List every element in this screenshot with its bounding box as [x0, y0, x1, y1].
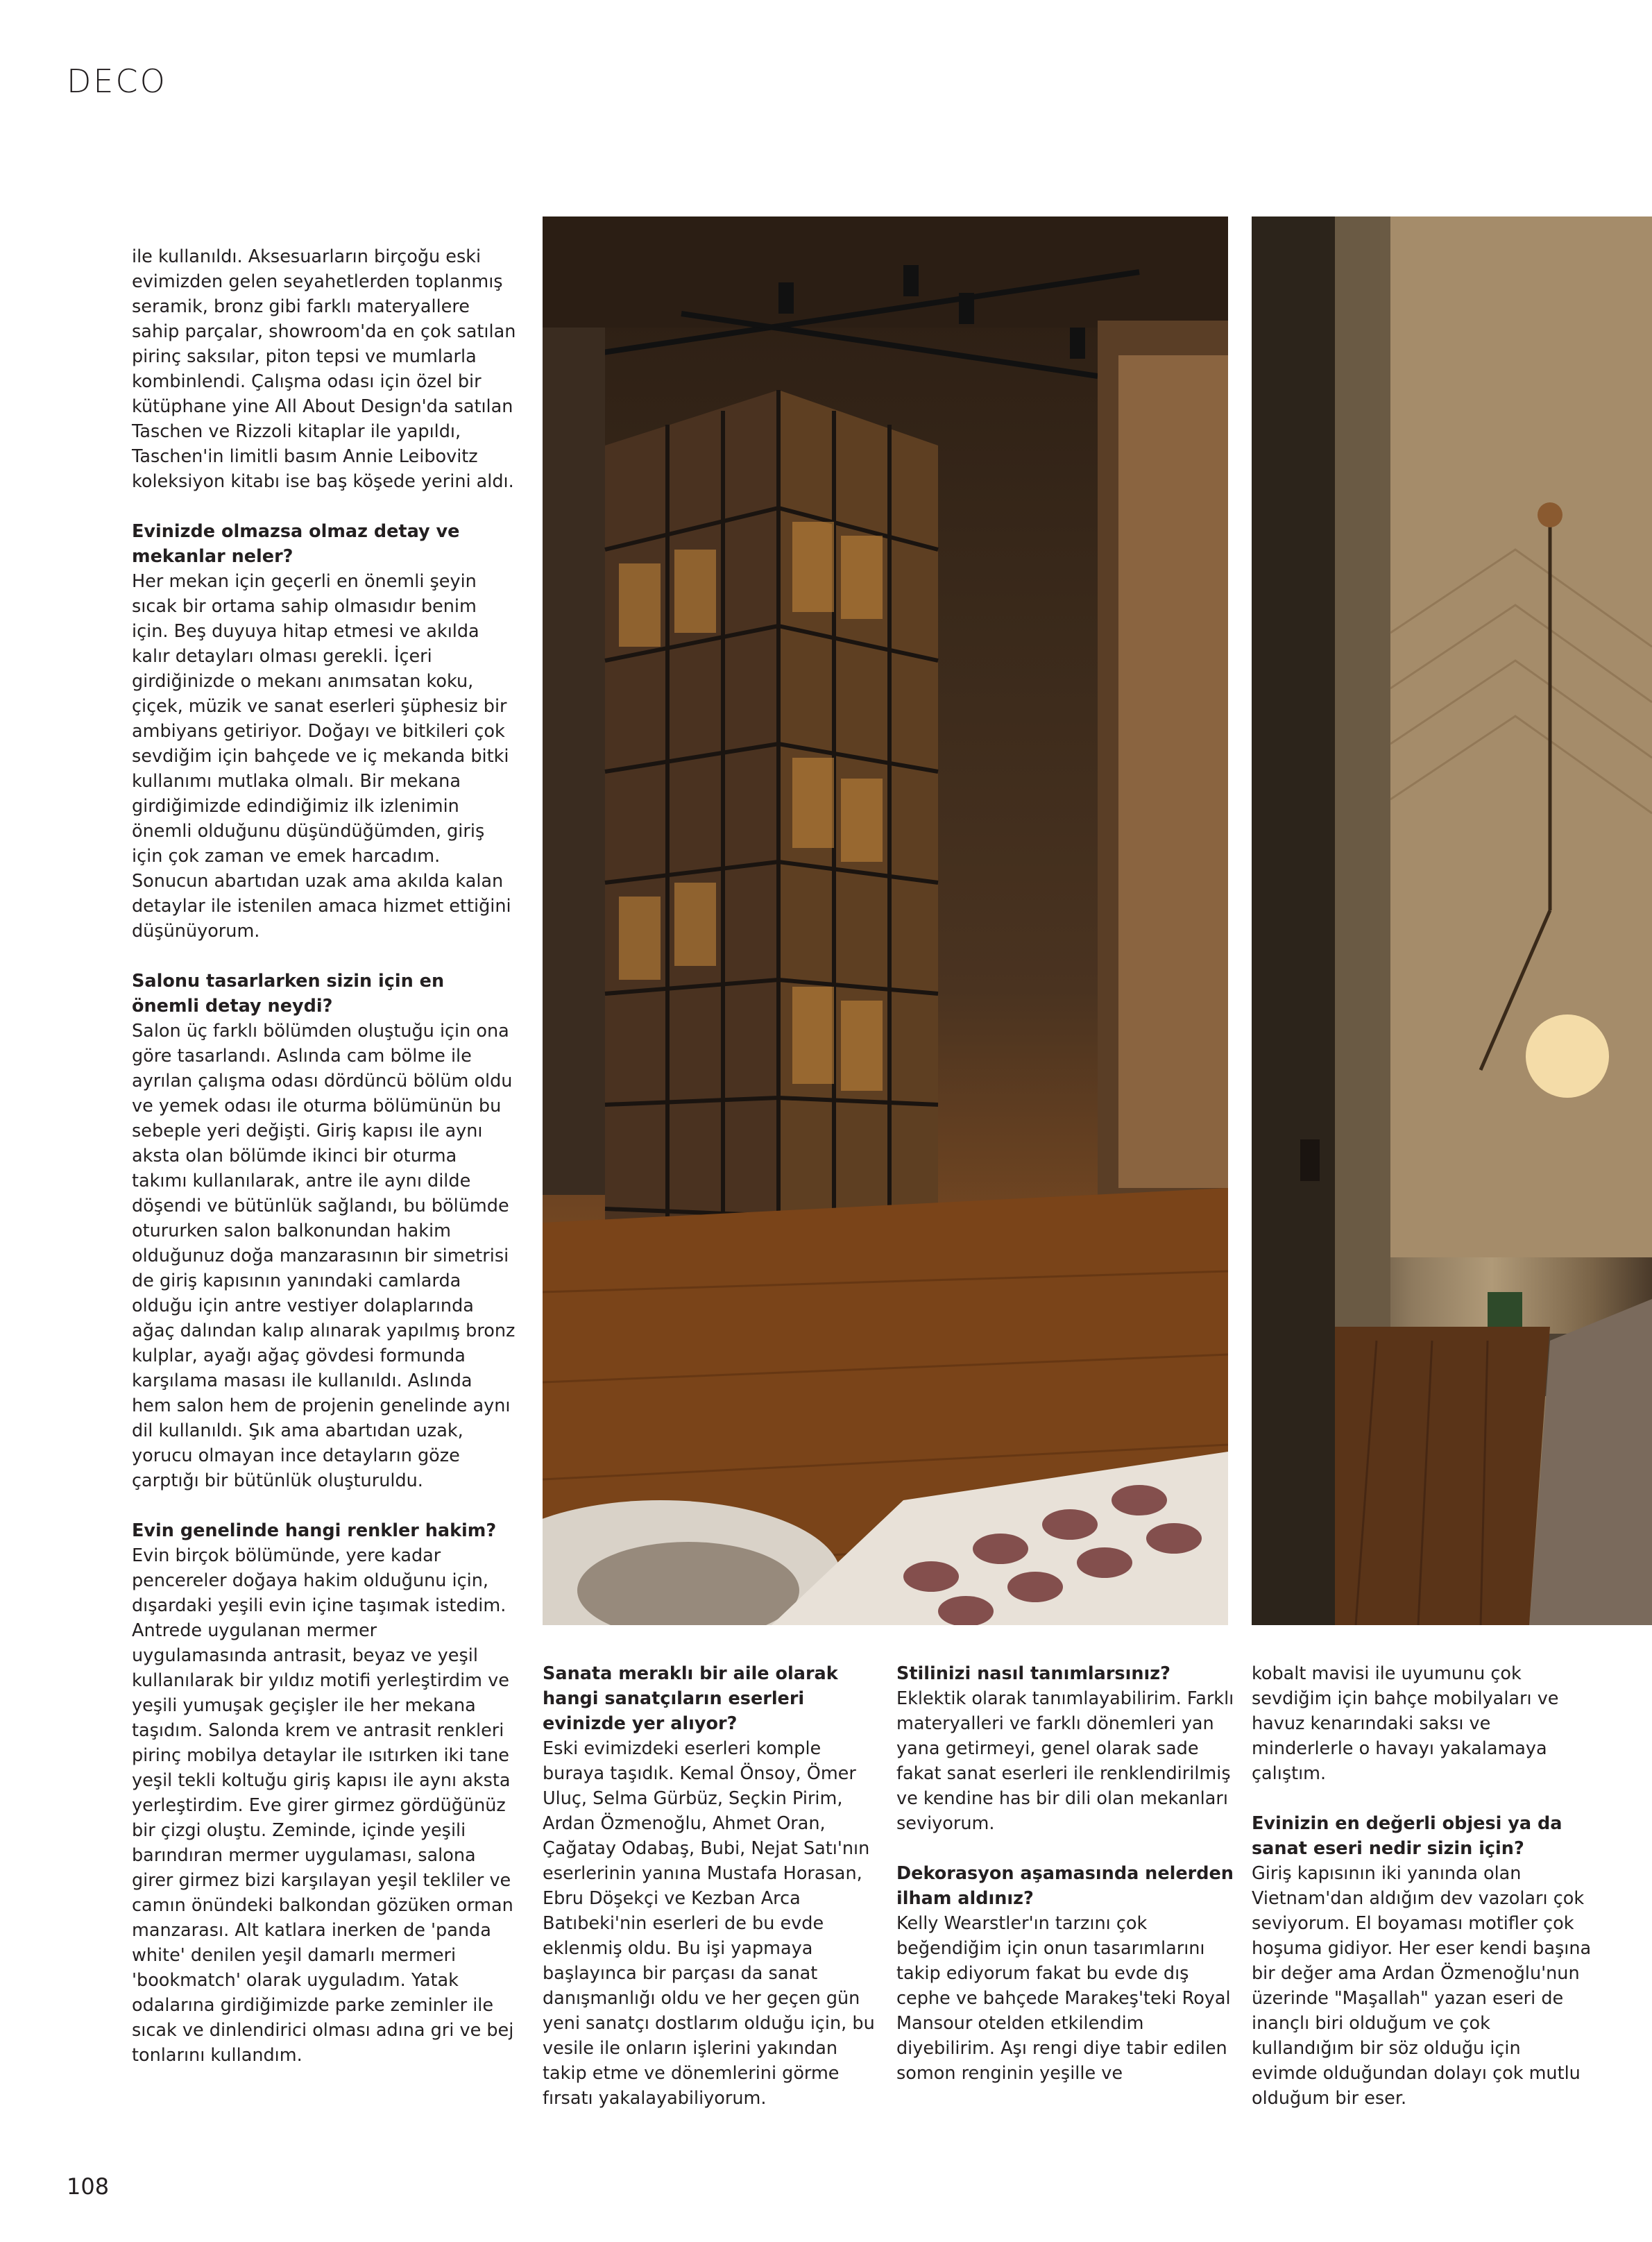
qa-block	[132, 519, 517, 944]
answer-text: Salon üç farklı bölümden oluştuğu için ona göre tasarlandı. Aslında cam bölme ile ayrılan çalışma odası dördüncü bölüm oldu ve yemek odası ile oturma bölümünün bu sebeple yeri değişti. Giriş kapısı ile aynı aksta olan bölümde ikinci bir oturma takımı kullanılarak, antre ile aynı dilde döşendi ve bütünlük sağlandı, bu bölümde otururken salon balkonundan hakim olduğunuz doğa manzarasının bir simetrisi de giriş kapısının yanındaki camlarda olduğu için antre vestiyer dolaplarında ağaç dalından kalıp alınarak yapılmış bronz kulplar, ayağı ağaç gövdesi formunda karşılama masası ile kullanıldı. Aslında hem salon hem de projenin genelinde aynı dil kullanıldı. Şık ama abartıdan uzak, yorucu olmayan ince detayların göze çarptığı bir bütünlük oluşturuldu.	[132, 1021, 516, 1491]
qa-block	[132, 1518, 517, 2068]
qa-block	[896, 1861, 1236, 2086]
continued-paragraph: kobalt mavisi ile uyumunu çok sevdiğim için bahçe mobilyaları ve havuz kenarındaki saksı ve minderlerle o havayı yakalamaya çalıştım.	[1252, 1663, 1559, 1784]
text-column-2	[543, 1661, 876, 2111]
question-heading: Salonu tasarlarken sizin için en önemli detay neydi?	[132, 971, 445, 1017]
closet-photo	[543, 216, 1228, 1625]
bedroom-illustration	[1252, 216, 1652, 1625]
qa-block	[896, 1661, 1236, 1836]
text-column-1	[132, 244, 517, 2068]
section-label: DECO	[67, 62, 167, 100]
question-heading: Evinizde olmazsa olmaz detay ve mekanlar neler?	[132, 521, 460, 567]
question-heading: Dekorasyon aşamasında nelerden ilham aldınız?	[896, 1863, 1234, 1909]
question-heading: Evin genelinde hangi renkler hakim?	[132, 1520, 497, 1541]
qa-block	[132, 969, 517, 1493]
answer-text: Eklektik olarak tanımlayabilirim. Farklı materyalleri ve farklı dönemleri yan yana getirmeyi, genel olarak sade fakat sanat eserleri ile renklendirilmiş ve kendine has bir dili olan mekanları seviyorum.	[896, 1688, 1234, 1834]
question-heading: Evinizin en değerli objesi ya da sanat eseri nedir sizin için?	[1252, 1813, 1562, 1859]
answer-text: Evin birçok bölümünde, yere kadar pencereler doğaya hakim olduğunu için, dışardaki yeşili evin içine taşımak istedim. Antrede uygulanan mermer uygulamasında antrasit, beyaz ve yeşil kullanılarak bir yıldız motifi yerleştirdim ve yeşili yumuşak geçişler ile her mekana taşıdım. Salonda krem ve antrasit renkleri pirinç mobilya detaylar ile ısıtırken iki tane yeşil tekli koltuğu giriş kapısı ile aynı aksta yerleştirdim. Eve girer girmez gördüğünüz bir çizgi oluştu. Zeminde, içinde yeşili barındıran mermer uygulaması, salona girer girmez bizi karşılayan yeşil tekliler ve camın önündeki balkondan gözüken orman manzarası. Alt katlara inerken de 'panda white' denilen yeşil damarlı mermeri 'bookmatch' olarak uyguladım. Yatak odalarına girdiğimizde parke zeminler ile sıcak ve dinlendirici olması adına gri ve bej tonlarını kullandım.	[132, 1545, 514, 2066]
qa-block	[543, 1661, 876, 2111]
page-number: 108	[67, 2173, 110, 2200]
question-heading: Stilinizi nasıl tanımlarsınız?	[896, 1663, 1170, 1684]
intro-paragraph: ile kullanıldı. Aksesuarların birçoğu eski evimizden gelen seyahetlerden toplanmış seramik, bronz gibi farklı materyallere sahip parçalar, showroom'da en çok satılan pirinç saksılar, piton tepsi ve mumlarla kombinlendi. Çalışma odası için özel bir kütüphane yine All About Design'da satılan Taschen ve Rizzoli kitaplar ile yapıldı, Taschen'in limitli basım Annie Leibovitz koleksiyon kitabı ise baş köşede yerini aldı.	[132, 246, 516, 492]
text-column-4	[1252, 1661, 1592, 2111]
answer-text: Kelly Wearstler'ın tarzını çok beğendiğim için onun tasarımlarını takip ediyorum fakat bu evde dış cephe ve bahçede Marakeş'teki Royal Mansour otelden etkilendim diyebilirim. Aşı rengi diye tabir edilen somon renginin yeşille ve	[896, 1913, 1231, 2084]
question-heading: Sanata meraklı bir aile olarak hangi sanatçıların eserleri evinizde yer alıyor?	[543, 1663, 838, 1734]
bedroom-photo	[1252, 216, 1652, 1625]
qa-block	[1252, 1811, 1592, 2111]
answer-text: Her mekan için geçerli en önemli şeyin sıcak bir ortama sahip olmasıdır benim için. Beş duyuya hitap etmesi ve akılda kalır detayları olması gerekli. İçeri girdiğinizde o mekanı anımsatan koku, çiçek, müzik ve sanat eserleri şüphesiz bir ambiyans getiriyor. Doğayı ve bitkileri çok sevdiğim için bahçede ve iç mekanda bitki kullanımı mutlaka olmalı. Bir mekana girdiğimizde edindiğimiz ilk izlenimin önemli olduğunu düşündüğümden, giriş için çok zaman ve emek harcadım. Sonucun abartıdan uzak ama akılda kalan detaylar ile istenilen amaca hizmet ettiğini düşünüyorum.	[132, 571, 511, 942]
answer-text: Eski evimizdeki eserleri komple buraya taşıdık. Kemal Önsoy, Ömer Uluç, Selma Gürbüz, Seçkin Pirim, Ardan Özmenoğlu, Ahmet Oran, Çağatay Odabaş, Bubi, Nejat Satı'nın eserlerinin yanına Mustafa Horasan, Ebru Döşekçi ve Kezban Arca Batıbeki'nin eserleri de bu evde eklenmiş oldu. Bu işi yapmaya başlayınca bir parçası da sanat danışmanlığı oldu ve her geçen gün yeni sanatçı dostlarım olduğu için, bu vesile ile onların işlerini yakından takip etme ve dönemlerini görme fırsatı yakalayabiliyorum.	[543, 1738, 875, 2109]
closet-illustration	[543, 216, 1228, 1625]
text-column-3	[896, 1661, 1236, 2086]
answer-text: Giriş kapısının iki yanında olan Vietnam'dan aldığım dev vazoları çok seviyorum. El boyaması motifler çok hoşuma gidiyor. Her eser kendi başına bir değer ama Ardan Özmenoğlu'nun üzerinde "Maşallah" yazan eseri de inançlı biri olduğum ve çok kullandığım bir söz olduğu için evimde olduğundan dolayı çok mutlu olduğum bir eser.	[1252, 1863, 1592, 2109]
